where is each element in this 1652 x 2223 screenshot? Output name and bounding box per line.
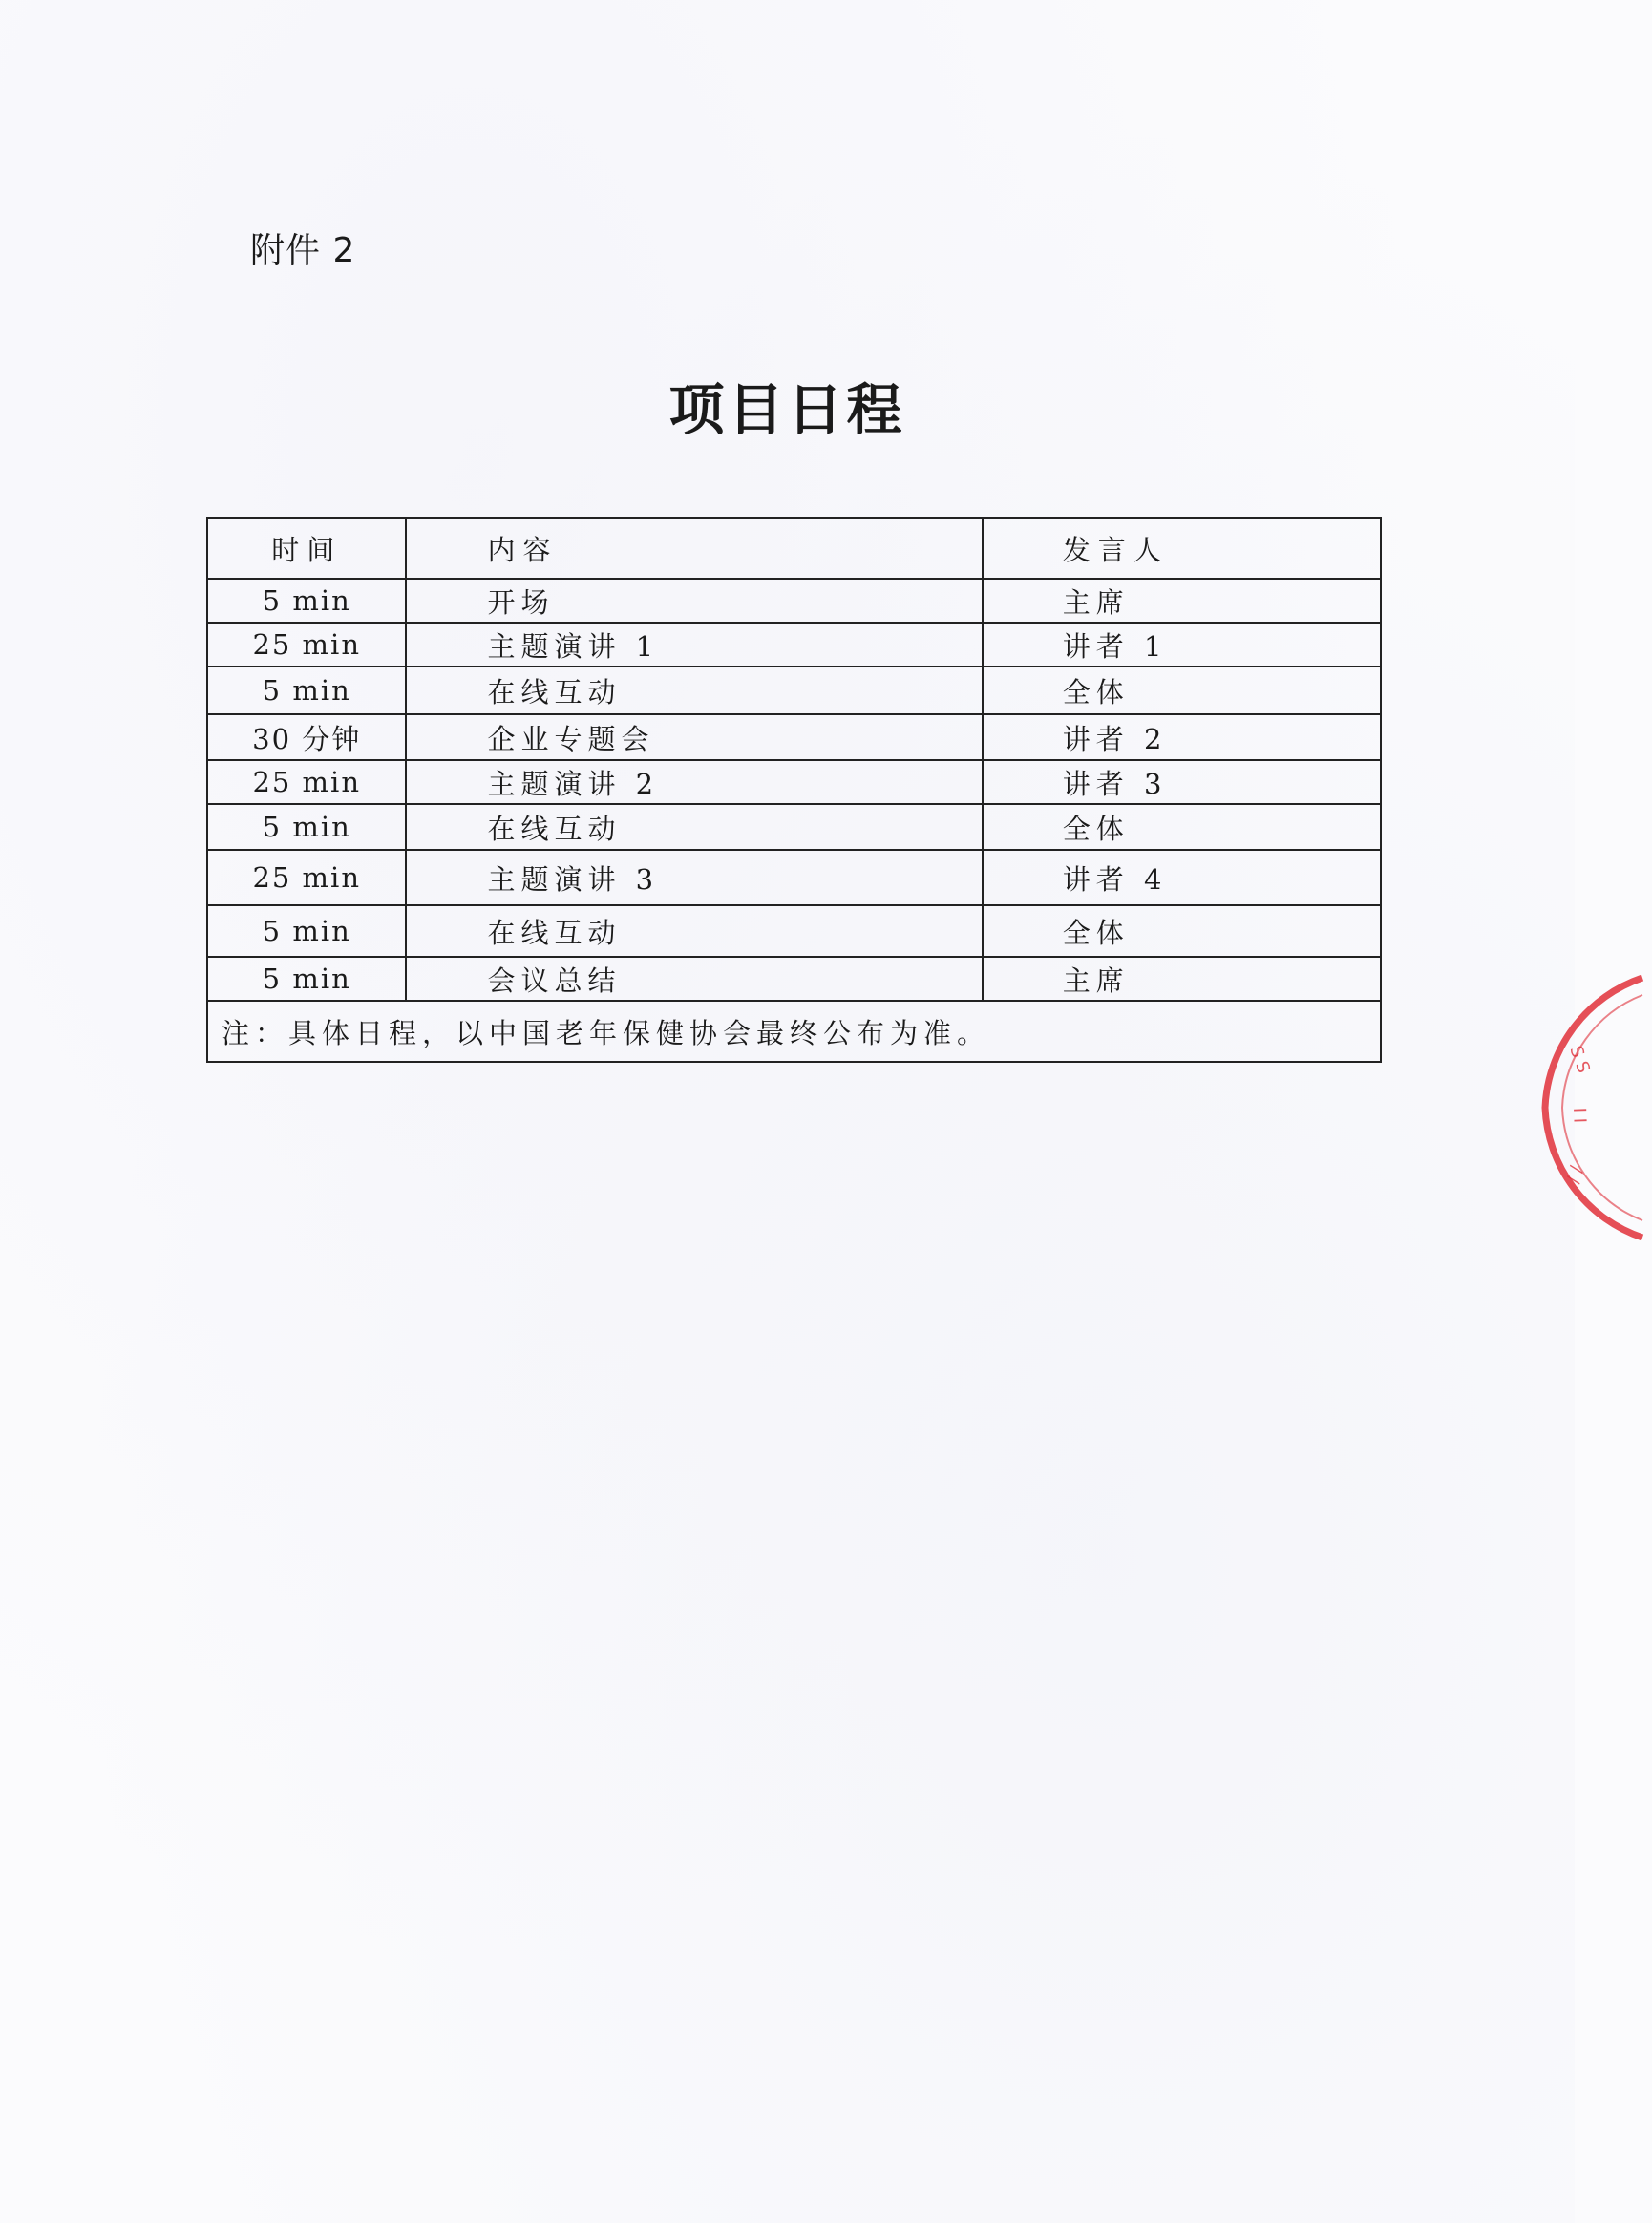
cell-content: 主题演讲 1 (406, 623, 982, 667)
cell-content: 企业专题会 (406, 714, 982, 760)
cell-speaker: 讲者 1 (983, 623, 1381, 667)
cell-speaker: 全体 (983, 667, 1381, 714)
cell-content: 开场 (406, 579, 982, 623)
cell-time: 25 min (207, 623, 406, 667)
cell-content: 在线互动 (406, 804, 982, 850)
column-header-speaker: 发言人 (983, 518, 1381, 579)
cell-content: 主题演讲 2 (406, 760, 982, 804)
schedule-note: 注：具体日程，以中国老年保健协会最终公布为准。 (207, 1001, 1381, 1062)
cell-content: 主题演讲 3 (406, 850, 982, 905)
cell-speaker: 全体 (983, 804, 1381, 850)
table-row (207, 957, 1381, 1001)
table-note-row (207, 1001, 1381, 1062)
table-row (207, 579, 1381, 623)
cell-time: 30 分钟 (207, 714, 406, 760)
cell-time: 5 min (207, 579, 406, 623)
table-row (207, 905, 1381, 957)
cell-speaker: 全体 (983, 905, 1381, 957)
table-row (207, 714, 1381, 760)
table-row (207, 760, 1381, 804)
table-row (207, 623, 1381, 667)
cell-time: 5 min (207, 804, 406, 850)
cell-speaker: 主席 (983, 957, 1381, 1001)
cell-content: 在线互动 (406, 667, 982, 714)
cell-time: 25 min (207, 760, 406, 804)
stamp-outer-ring (1545, 978, 1642, 1238)
cell-time: 5 min (207, 667, 406, 714)
red-seal-stamp (1537, 964, 1652, 1251)
page-title: 项目日程 (668, 377, 906, 442)
cell-content: 在线互动 (406, 905, 982, 957)
cell-speaker: 主席 (983, 579, 1381, 623)
cell-content: 会议总结 (406, 957, 982, 1001)
cell-time: 25 min (207, 850, 406, 905)
attachment-label: 附件 2 (250, 231, 356, 270)
schedule-table (206, 517, 1382, 1063)
cell-speaker: 讲者 2 (983, 714, 1381, 760)
table-header-row (207, 518, 1381, 579)
table-row (207, 804, 1381, 850)
column-header-content: 内容 (406, 518, 982, 579)
cell-speaker: 讲者 4 (983, 850, 1381, 905)
table-row (207, 667, 1381, 714)
cell-time: 5 min (207, 957, 406, 1001)
stamp-mark: / / (1562, 1163, 1587, 1186)
stamp-mark: I I (1569, 1107, 1590, 1124)
cell-speaker: 讲者 3 (983, 760, 1381, 804)
cell-time: 5 min (207, 905, 406, 957)
stamp-mark: S S (1565, 1043, 1594, 1076)
column-header-time: 时间 (207, 518, 406, 579)
table-row (207, 850, 1381, 905)
